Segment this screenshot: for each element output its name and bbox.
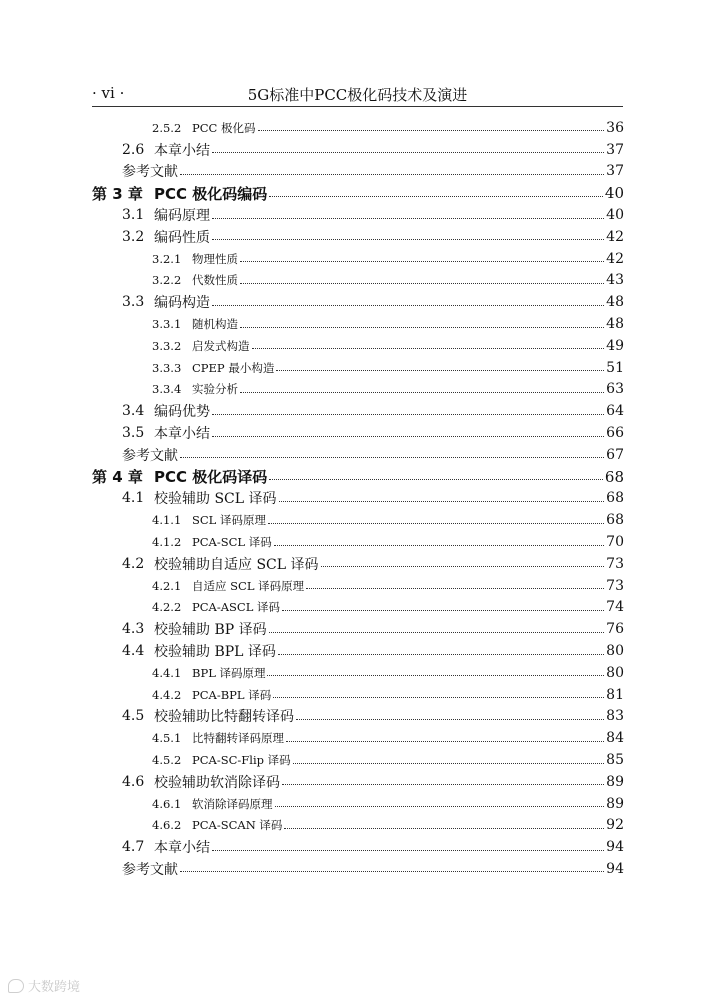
dot-leader — [276, 370, 604, 371]
toc-entry-title: SCL 译码原理 — [192, 513, 266, 528]
toc-entry-page: 80 — [606, 664, 624, 681]
toc-entry-page: 68 — [606, 490, 624, 507]
toc-entry[interactable] — [92, 204, 624, 226]
dot-leader — [240, 392, 604, 393]
toc-entry-number: 3.1 — [122, 207, 145, 224]
toc-entry-title: 校验辅助 BPL 译码 — [154, 644, 276, 661]
toc-entry[interactable] — [92, 684, 624, 706]
chat-bubble-icon — [8, 979, 24, 993]
dot-leader — [212, 414, 604, 415]
toc-entry[interactable] — [92, 509, 624, 531]
toc-entry-page: 48 — [606, 294, 624, 311]
toc-entry[interactable] — [92, 597, 624, 619]
toc-entry-title: 校验辅助 SCL 译码 — [154, 491, 277, 508]
dot-leader — [268, 523, 604, 524]
toc-entry-title: 校验辅助 BP 译码 — [154, 622, 267, 639]
toc-entry-title: PCA-SC-Flip 译码 — [192, 753, 291, 767]
toc-entry-page: 48 — [606, 316, 624, 333]
toc-entry[interactable] — [92, 182, 624, 204]
toc-entry-number: 3.3.2 — [152, 338, 182, 353]
toc-entry[interactable] — [92, 662, 624, 684]
toc-entry-page: 37 — [606, 141, 624, 158]
toc-entry-number: 4.7 — [122, 839, 145, 856]
toc-entry-page: 68 — [606, 512, 624, 529]
toc-entry-page: 84 — [606, 730, 624, 747]
toc-entry-number: 4.6.1 — [152, 796, 182, 811]
dot-leader — [240, 283, 604, 284]
toc-entry[interactable] — [92, 422, 624, 444]
toc-entry[interactable] — [92, 444, 624, 466]
toc-entry[interactable] — [92, 270, 624, 292]
toc-entry-title: 编码原理 — [154, 208, 210, 225]
toc-entry-number: 4.4.1 — [152, 665, 182, 680]
dot-leader — [252, 348, 605, 349]
toc-entry-page: 49 — [606, 337, 624, 354]
dot-leader — [269, 479, 603, 480]
toc-entry-page: 80 — [606, 643, 624, 660]
toc-entry[interactable] — [92, 488, 624, 510]
toc-entry-title: PCA-SCAN 译码 — [192, 818, 283, 833]
toc-entry-number: 4.3 — [122, 621, 145, 638]
toc-entry[interactable] — [92, 836, 624, 858]
toc-entry-number: 3.2.1 — [152, 251, 182, 266]
toc-entry-number: 3.2 — [122, 228, 145, 245]
toc-entry-page: 70 — [606, 534, 624, 551]
toc-entry-title: 物理性质 — [192, 251, 238, 266]
toc-entry-title: PCA-BPL 译码 — [192, 687, 272, 702]
toc-entry[interactable] — [92, 815, 624, 837]
toc-entry-number: 第 3 章 — [92, 184, 143, 203]
toc-entry-title: 参考文献 — [122, 447, 178, 464]
page-marker: · vi · — [92, 84, 125, 102]
toc-entry-page: 42 — [606, 228, 624, 245]
dot-leader — [286, 741, 604, 742]
toc-entry-number: 第 4 章 — [92, 468, 143, 487]
toc-entry-page: 43 — [606, 272, 624, 289]
toc-entry-number: 2.5.2 — [152, 120, 182, 135]
toc-entry-title: BPL 译码原理 — [192, 665, 266, 680]
toc-entry[interactable] — [92, 858, 624, 880]
watermark — [8, 976, 80, 995]
toc-entry[interactable] — [92, 117, 624, 139]
dot-leader — [240, 327, 604, 328]
dot-leader — [212, 218, 604, 219]
dot-leader — [267, 675, 604, 676]
running-header — [92, 82, 623, 104]
toc-entry-number: 3.3.1 — [152, 317, 182, 332]
dot-leader — [296, 719, 604, 720]
toc-entry[interactable] — [92, 357, 624, 379]
toc-entry[interactable] — [92, 400, 624, 422]
toc-entry-title: 校验辅助软消除译码 — [154, 774, 280, 791]
dot-leader — [180, 457, 604, 458]
dot-leader — [279, 501, 605, 502]
toc-entry[interactable] — [92, 640, 624, 662]
toc-entry-title: 软消除译码原理 — [192, 796, 273, 811]
toc-entry-number: 4.4.2 — [152, 687, 182, 702]
dot-leader — [278, 654, 604, 655]
toc-entry[interactable] — [92, 553, 624, 575]
table-of-contents — [92, 117, 624, 880]
dot-leader — [212, 239, 604, 240]
toc-entry[interactable] — [92, 466, 624, 488]
toc-entry[interactable] — [92, 248, 624, 270]
toc-entry-page: 85 — [606, 752, 624, 768]
toc-entry-page: 36 — [606, 119, 624, 136]
toc-entry-title: 本章小结 — [154, 426, 210, 443]
toc-entry-number: 4.5.2 — [152, 753, 182, 767]
dot-leader — [212, 152, 604, 153]
dot-leader — [274, 545, 604, 546]
book-title: 5G标准中PCC极化码技术及演进 — [247, 86, 468, 104]
toc-entry-title: 本章小结 — [154, 840, 210, 857]
toc-entry[interactable] — [92, 291, 624, 313]
dot-leader — [240, 261, 604, 262]
dot-leader — [275, 806, 605, 807]
dot-leader — [293, 763, 604, 764]
toc-entry-number: 4.5.1 — [152, 731, 182, 746]
toc-entry-number: 2.6 — [122, 141, 145, 158]
toc-entry-page: 64 — [606, 403, 624, 420]
toc-entry-page: 76 — [606, 621, 624, 638]
toc-entry-number: 4.2.2 — [152, 600, 182, 615]
toc-entry-title: PCC 极化码 — [192, 120, 256, 135]
toc-entry[interactable] — [92, 727, 624, 749]
toc-entry[interactable] — [92, 618, 624, 640]
toc-entry-title: 编码构造 — [154, 295, 210, 312]
toc-entry[interactable] — [92, 161, 624, 183]
toc-entry-title: 校验辅助比特翻转译码 — [154, 709, 294, 726]
toc-entry[interactable] — [92, 771, 624, 793]
toc-entry-page: 89 — [606, 795, 624, 812]
toc-entry-page: 94 — [606, 839, 624, 856]
toc-entry-number: 3.5 — [122, 425, 145, 442]
toc-entry-title: 代数性质 — [192, 273, 238, 288]
toc-entry-title: 编码性质 — [154, 229, 210, 246]
dot-leader — [269, 196, 603, 197]
toc-entry-number: 4.1.2 — [152, 535, 182, 550]
toc-entry[interactable] — [92, 531, 624, 553]
toc-entry-title: PCA-SCL 译码 — [192, 535, 272, 550]
toc-entry[interactable] — [92, 139, 624, 161]
toc-entry[interactable] — [92, 226, 624, 248]
toc-entry-number: 3.4 — [122, 403, 145, 420]
toc-entry-title: 参考文献 — [122, 861, 178, 878]
toc-entry[interactable] — [92, 749, 624, 771]
toc-entry-title: 校验辅助自适应 SCL 译码 — [154, 556, 319, 573]
toc-entry-page: 40 — [606, 207, 624, 224]
dot-leader — [212, 436, 604, 437]
dot-leader — [282, 610, 604, 611]
toc-entry-title: 自适应 SCL 译码原理 — [192, 578, 305, 593]
toc-entry-title: 随机构造 — [192, 317, 238, 332]
toc-entry-page: 37 — [606, 163, 624, 180]
toc-entry[interactable] — [92, 793, 624, 815]
toc-entry-title: PCC 极化码译码 — [154, 468, 268, 487]
toc-entry-page: 94 — [606, 860, 624, 877]
toc-entry[interactable] — [92, 313, 624, 335]
toc-entry[interactable] — [92, 379, 624, 401]
toc-entry-page: 66 — [606, 425, 624, 442]
toc-entry-number: 3.2.2 — [152, 273, 182, 288]
toc-entry-number: 4.2 — [122, 555, 145, 572]
dot-leader — [180, 871, 604, 872]
toc-entry-page: 73 — [606, 555, 624, 572]
toc-entry-page: 63 — [606, 381, 624, 398]
dot-leader — [212, 850, 604, 851]
toc-entry[interactable] — [92, 335, 624, 357]
toc-entry-number: 4.4 — [122, 643, 145, 660]
toc-entry-number: 4.1 — [122, 490, 145, 507]
watermark-text: 大数跨境 — [28, 980, 81, 995]
toc-entry-title: PCA-ASCL 译码 — [192, 600, 281, 615]
dot-leader — [180, 174, 604, 175]
toc-entry-title: 参考文献 — [122, 164, 178, 181]
header-divider — [92, 106, 623, 107]
dot-leader — [306, 588, 604, 589]
toc-entry[interactable] — [92, 575, 624, 597]
toc-entry-number: 3.3.3 — [152, 360, 182, 375]
toc-entry-page: 68 — [604, 467, 624, 486]
toc-entry-number: 4.2.1 — [152, 578, 182, 593]
toc-entry[interactable] — [92, 706, 624, 728]
toc-entry-title: CPEP 最小构造 — [192, 360, 275, 375]
dot-leader — [273, 697, 604, 698]
toc-entry-page: 74 — [606, 599, 624, 616]
toc-entry-number: 4.6.2 — [152, 818, 182, 833]
dot-leader — [282, 784, 604, 785]
toc-entry-title: 编码优势 — [154, 404, 210, 421]
toc-entry-title: 比特翻转译码原理 — [192, 731, 284, 746]
toc-entry-page: 81 — [606, 686, 624, 703]
toc-entry-title: 启发式构造 — [192, 338, 250, 353]
dot-leader — [258, 130, 605, 131]
toc-entry-page: 51 — [606, 359, 624, 376]
toc-entry-number: 4.5 — [122, 708, 145, 725]
toc-entry-page: 89 — [606, 773, 624, 790]
dot-leader — [284, 828, 604, 829]
toc-entry-number: 3.3 — [122, 294, 145, 311]
toc-entry-page: 83 — [606, 708, 624, 725]
toc-entry-number: 3.3.4 — [152, 382, 182, 397]
toc-entry-page: 40 — [604, 184, 624, 203]
toc-entry-page: 92 — [606, 817, 624, 834]
dot-leader — [269, 632, 604, 633]
dot-leader — [212, 305, 604, 306]
toc-entry-title: PCC 极化码编码 — [154, 184, 268, 203]
toc-entry-page: 67 — [606, 446, 624, 463]
dot-leader — [321, 566, 605, 567]
toc-entry-page: 42 — [606, 250, 624, 267]
toc-entry-number: 4.1.1 — [152, 513, 182, 528]
toc-entry-title: 实验分析 — [192, 382, 238, 397]
toc-entry-title: 本章小结 — [154, 142, 210, 159]
toc-entry-page: 73 — [606, 577, 624, 594]
toc-entry-number: 4.6 — [122, 773, 145, 790]
